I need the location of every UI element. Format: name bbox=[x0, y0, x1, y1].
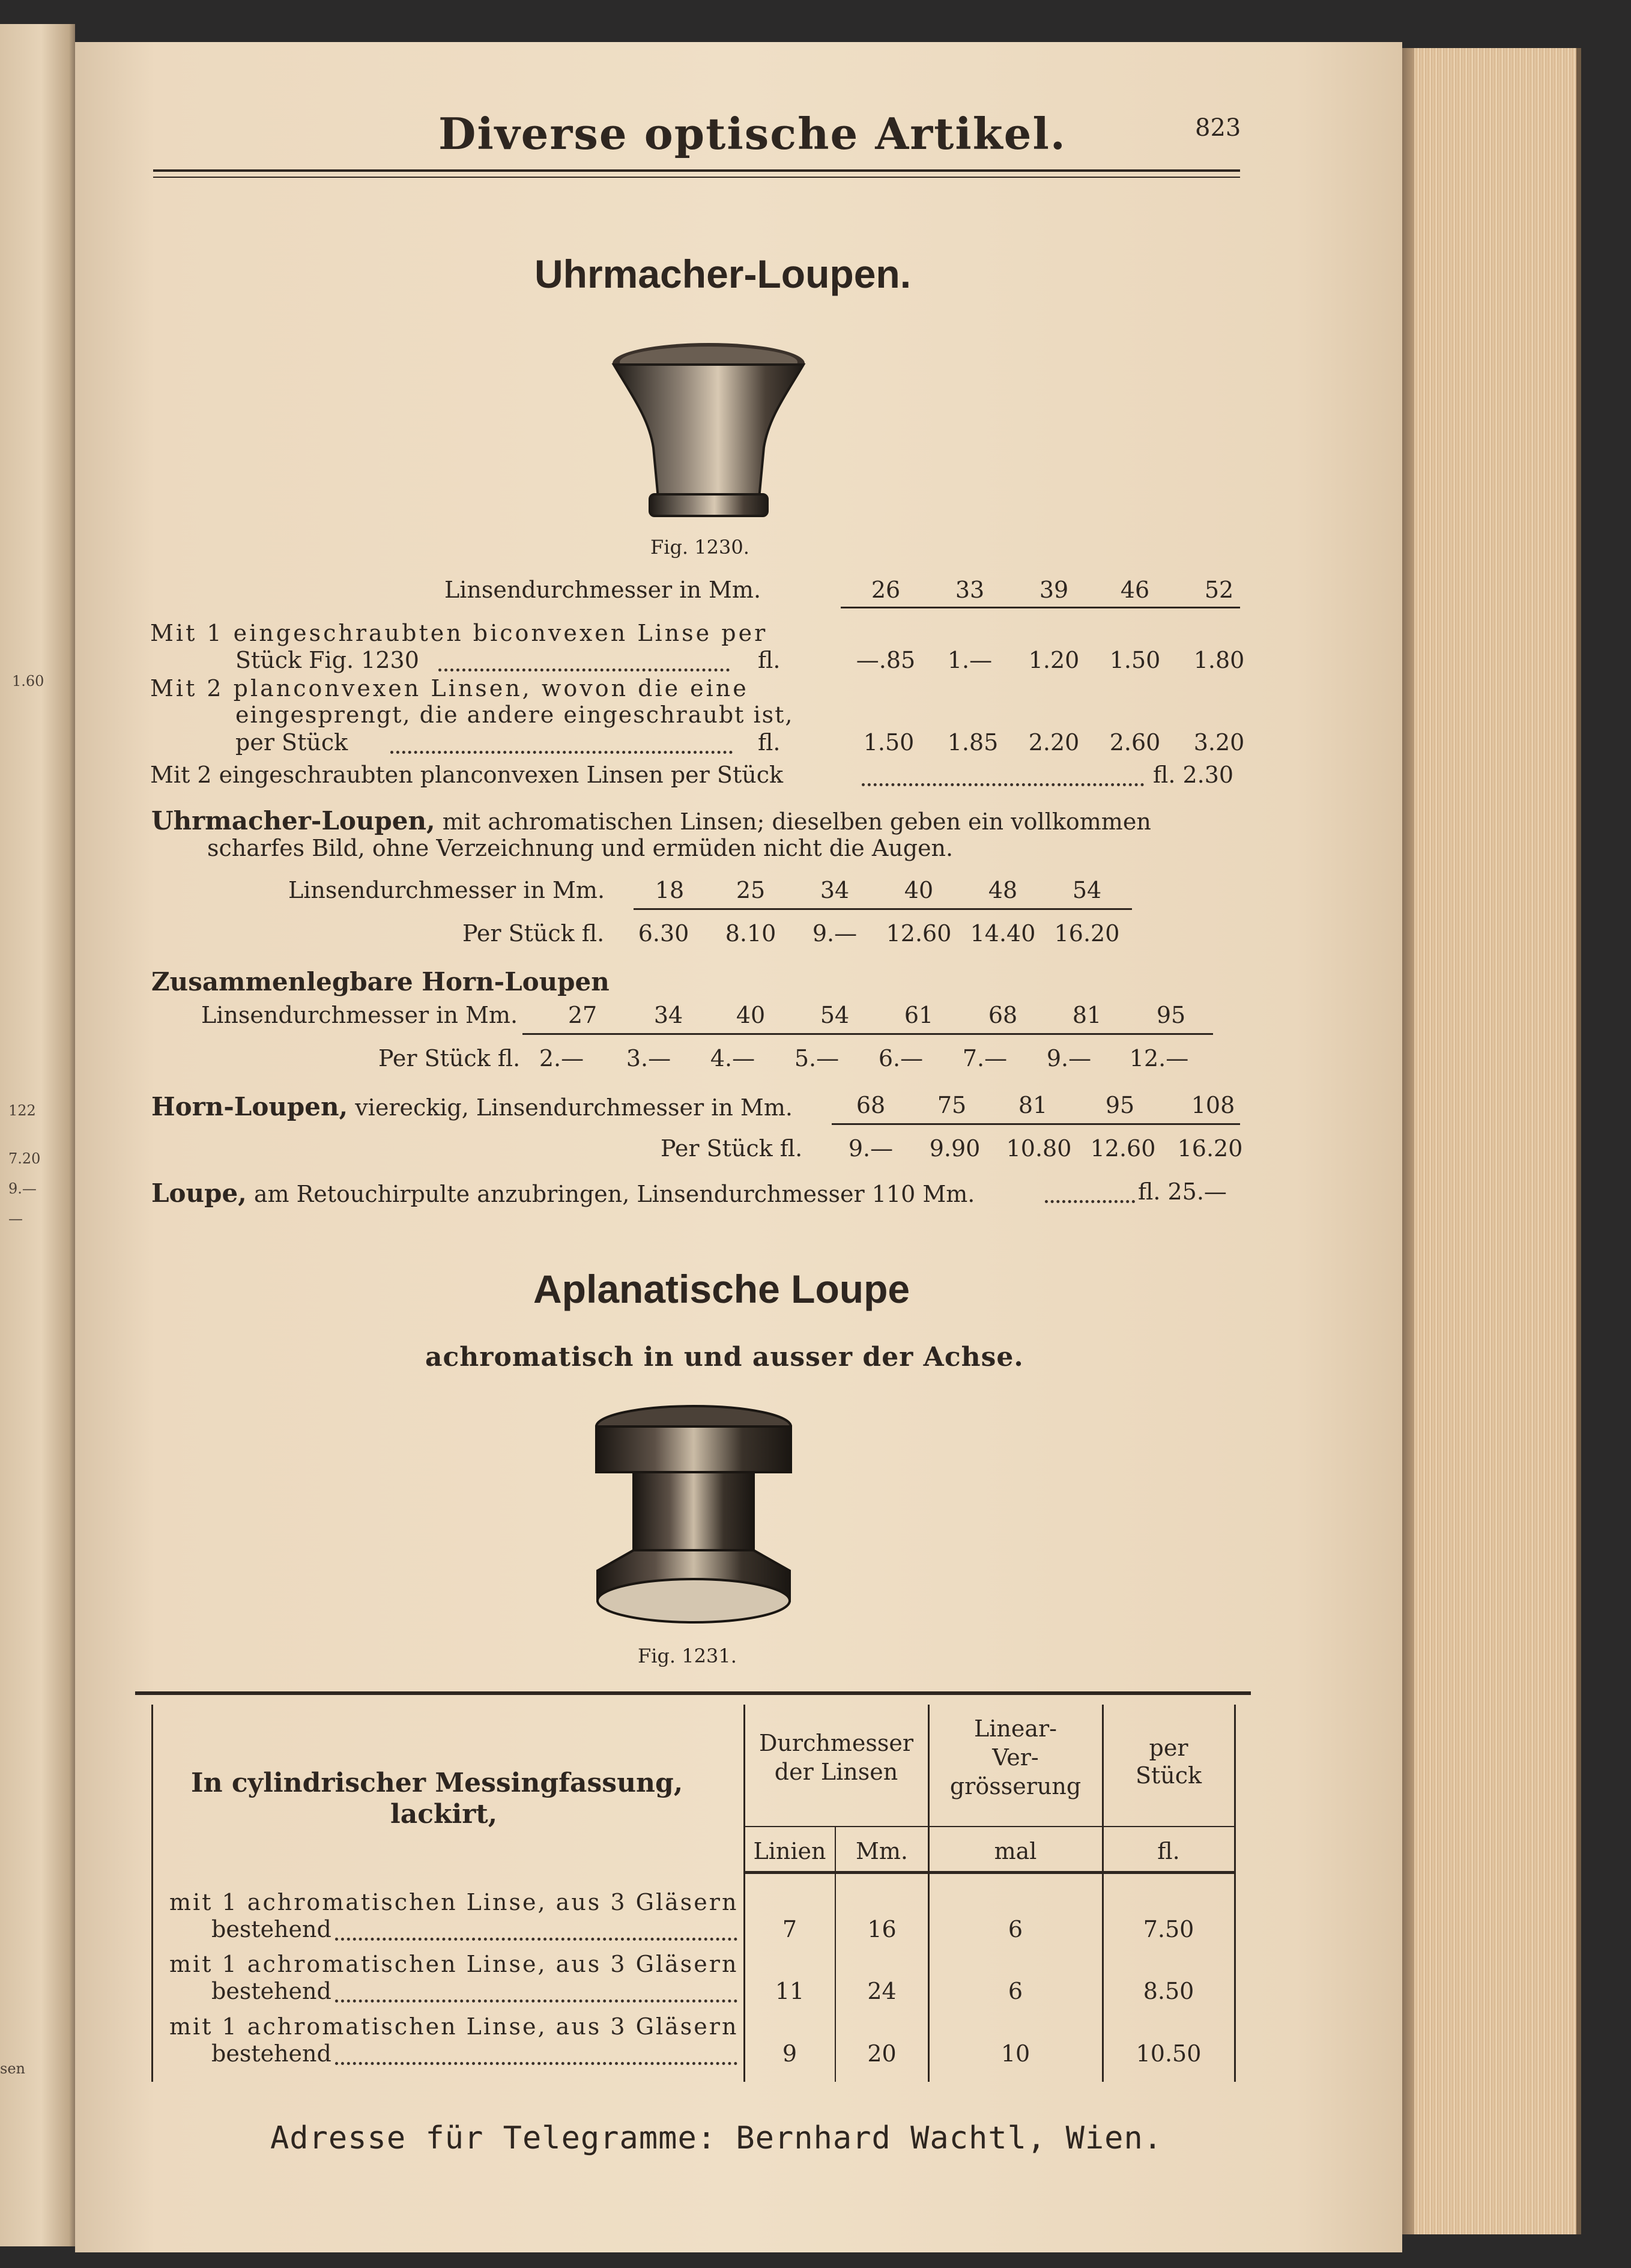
table-cell: 11 bbox=[775, 1978, 805, 2004]
row-text: Mit 2 eingeschraubten planconvexen Linsen per Stück bbox=[150, 762, 783, 788]
table-cell: 10 bbox=[1000, 2040, 1030, 2067]
diameter-value: 34 bbox=[653, 1002, 683, 1028]
column-header: Ver- bbox=[992, 1744, 1039, 1771]
table-rule bbox=[745, 1826, 1235, 1827]
table-rule bbox=[832, 1123, 1240, 1125]
column-header: Linear- bbox=[973, 1715, 1057, 1742]
leader-dots bbox=[862, 783, 1144, 786]
product-paragraph bbox=[151, 1092, 793, 1121]
section-title: Uhrmacher-Loupen. bbox=[534, 252, 912, 296]
price: 9.— bbox=[848, 1135, 894, 1162]
price: 1.80 bbox=[1193, 647, 1245, 673]
table-rule bbox=[745, 1871, 1235, 1874]
table-border bbox=[1234, 1705, 1236, 2082]
price: 2.20 bbox=[1028, 729, 1080, 756]
price: 3.— bbox=[626, 1045, 671, 1072]
page-edges bbox=[1390, 48, 1581, 2234]
price: 2.— bbox=[539, 1045, 584, 1072]
product-description: viereckig, Linsendurchmesser in Mm. bbox=[348, 1094, 793, 1121]
table-cell: 20 bbox=[867, 2040, 897, 2067]
price: 7.— bbox=[962, 1045, 1008, 1072]
price: 10.80 bbox=[1006, 1135, 1072, 1162]
price: 9.90 bbox=[929, 1135, 981, 1162]
diameter-label: Linsendurchmesser in Mm. bbox=[288, 877, 605, 903]
diameter-value: 54 bbox=[1072, 877, 1102, 903]
price: 1.85 bbox=[947, 729, 999, 756]
leader-dots bbox=[335, 2000, 737, 2003]
table-border bbox=[151, 1705, 153, 2082]
price: 12.60 bbox=[1090, 1135, 1156, 1162]
table-rule bbox=[522, 1033, 1213, 1035]
column-header: Stück bbox=[1135, 1762, 1202, 1789]
price: 1.50 bbox=[1109, 647, 1161, 673]
unit: fl. bbox=[758, 729, 781, 756]
diameter-value: 61 bbox=[904, 1002, 934, 1028]
figure-caption: Fig. 1231. bbox=[638, 1645, 737, 1667]
price-label: Per Stück fl. bbox=[462, 920, 605, 947]
diameter-value: 25 bbox=[736, 877, 766, 903]
row-text: per Stück bbox=[235, 729, 348, 756]
table-row-text: bestehend bbox=[211, 1916, 331, 1942]
table-cell: 24 bbox=[867, 1978, 897, 2004]
price-label: Per Stück fl. bbox=[661, 1135, 803, 1162]
diameter-value: 39 bbox=[1039, 577, 1069, 603]
diameter-value: 95 bbox=[1105, 1092, 1135, 1118]
diameter-value: 46 bbox=[1120, 577, 1150, 603]
section-subtitle: achromatisch in und ausser der Achse. bbox=[425, 1342, 1024, 1372]
product-paragraph bbox=[151, 1178, 975, 1208]
table-cell: 9 bbox=[782, 2040, 797, 2067]
loupe-figure-1230 bbox=[607, 339, 811, 532]
diameter-value: 81 bbox=[1072, 1002, 1102, 1028]
diameter-value: 40 bbox=[736, 1002, 766, 1028]
left-page-edge bbox=[0, 24, 75, 2246]
table-rule bbox=[634, 908, 1132, 910]
row-text: Stück Fig. 1230 bbox=[235, 647, 419, 673]
row-text: Mit 1 eingeschraubten biconvexen Linse per bbox=[150, 620, 768, 646]
diameter-label: Linsendurchmesser in Mm. bbox=[201, 1002, 518, 1028]
price: 6.30 bbox=[638, 920, 689, 947]
diameter-value: 48 bbox=[988, 877, 1018, 903]
diameter-value: 26 bbox=[871, 577, 901, 603]
product-description: am Retouchirpulte anzubringen, Linsendurchmesser 110 Mm. bbox=[246, 1181, 975, 1207]
table-cell: 16 bbox=[867, 1916, 897, 1942]
price: 1.— bbox=[947, 647, 993, 673]
price: 14.40 bbox=[970, 920, 1036, 947]
page-title: Diverse optische Artikel. bbox=[438, 108, 1067, 159]
table-border bbox=[1102, 1705, 1104, 2082]
table-cell: 8.50 bbox=[1143, 1978, 1194, 2004]
leader-dots bbox=[1045, 1200, 1135, 1203]
leader-dots bbox=[390, 751, 733, 754]
diameter-value: 68 bbox=[856, 1092, 886, 1118]
diameter-value: 68 bbox=[988, 1002, 1018, 1028]
table-row-header: In cylindrischer Messingfassung, bbox=[191, 1768, 683, 1798]
leader-dots bbox=[335, 1938, 737, 1941]
table-top-rule bbox=[135, 1691, 1251, 1695]
header-rule bbox=[153, 177, 1240, 178]
price: 12.— bbox=[1129, 1045, 1189, 1072]
unit-header: mal bbox=[994, 1838, 1037, 1864]
product-description: scharfes Bild, ohne Verzeichnung und ermüden nicht die Augen. bbox=[207, 835, 954, 861]
price: fl. 2.30 bbox=[1153, 762, 1234, 788]
table-cell: 7 bbox=[782, 1916, 797, 1942]
leader-dots bbox=[438, 669, 730, 672]
diameter-value: 81 bbox=[1018, 1092, 1048, 1118]
price: —.85 bbox=[856, 647, 916, 673]
product-name: Zusammenlegbare Horn-Loupen bbox=[151, 967, 610, 996]
diameter-value: 108 bbox=[1191, 1092, 1235, 1118]
column-header: der Linsen bbox=[774, 1759, 898, 1785]
diameter-value: 40 bbox=[904, 877, 934, 903]
price: 3.20 bbox=[1193, 729, 1245, 756]
row-text: Mit 2 planconvexen Linsen, wovon die eine bbox=[150, 675, 749, 702]
product-name: Horn-Loupen, bbox=[151, 1092, 348, 1121]
diameter-value: 33 bbox=[955, 577, 985, 603]
row-text: eingesprengt, die andere eingeschraubt ist, bbox=[235, 702, 794, 728]
table-cell: 6 bbox=[1008, 1978, 1023, 2004]
price: 16.20 bbox=[1177, 1135, 1243, 1162]
diameter-value: 18 bbox=[655, 877, 685, 903]
diameter-value: 54 bbox=[820, 1002, 850, 1028]
table-row-text: bestehend bbox=[211, 1978, 331, 2004]
left-page-fragment: 1.60 bbox=[12, 673, 44, 690]
diameter-value: 27 bbox=[567, 1002, 598, 1028]
table-cell: 7.50 bbox=[1143, 1916, 1194, 1942]
diameter-value: 95 bbox=[1156, 1002, 1186, 1028]
product-name: Uhrmacher-Loupen, bbox=[151, 806, 435, 835]
table-row-text: bestehend bbox=[211, 2040, 331, 2067]
left-page-fragment: 9.— bbox=[8, 1180, 37, 1197]
unit-header: Linien bbox=[753, 1838, 826, 1864]
price: 9.— bbox=[812, 920, 858, 947]
page-number: 823 bbox=[1195, 114, 1241, 142]
price: 8.10 bbox=[725, 920, 776, 947]
price: 6.— bbox=[878, 1045, 924, 1072]
figure-caption: Fig. 1230. bbox=[650, 536, 749, 559]
product-paragraph bbox=[151, 806, 1151, 835]
footer-telegram-address: Adresse für Telegramme: Bernhard Wachtl, Wien. bbox=[270, 2120, 1163, 2156]
header-rule bbox=[153, 169, 1240, 172]
diameter-value: 75 bbox=[937, 1092, 967, 1118]
price: 5.— bbox=[794, 1045, 840, 1072]
table-header-label: Linsendurchmesser in Mm. bbox=[444, 577, 761, 603]
left-page-fragment: — bbox=[8, 1210, 23, 1227]
left-page-fragment: sen bbox=[0, 2060, 25, 2077]
diameter-value: 34 bbox=[820, 877, 850, 903]
unit-header: fl. bbox=[1157, 1838, 1180, 1864]
diameter-value: 52 bbox=[1204, 577, 1234, 603]
table-cell: 6 bbox=[1008, 1916, 1023, 1942]
product-name: Loupe, bbox=[151, 1178, 247, 1208]
table-row-text: mit 1 achromatischen Linse, aus 3 Gläsern bbox=[169, 2013, 739, 2040]
price: 1.20 bbox=[1028, 647, 1080, 673]
price: 4.— bbox=[710, 1045, 755, 1072]
table-row-text: mit 1 achromatischen Linse, aus 3 Gläsern bbox=[169, 1889, 739, 1915]
left-page-fragment: 7.20 bbox=[8, 1150, 41, 1167]
column-header: per bbox=[1149, 1735, 1188, 1761]
unit-header: Mm. bbox=[855, 1838, 909, 1864]
price: 9.— bbox=[1046, 1045, 1092, 1072]
loupe-figure-1231 bbox=[592, 1402, 796, 1631]
left-page-fragment: 122 bbox=[8, 1102, 36, 1119]
column-header: grösserung bbox=[949, 1773, 1082, 1800]
price: fl. 25.— bbox=[1138, 1178, 1227, 1205]
price: 12.60 bbox=[886, 920, 952, 947]
table-row-header: lackirt, bbox=[390, 1799, 498, 1830]
price-label: Per Stück fl. bbox=[378, 1045, 521, 1072]
table-rule bbox=[841, 607, 1240, 608]
price: 2.60 bbox=[1109, 729, 1161, 756]
leader-dots bbox=[335, 2062, 737, 2065]
unit: fl. bbox=[758, 647, 781, 673]
table-cell: 10.50 bbox=[1136, 2040, 1202, 2067]
section-title: Aplanatische Loupe bbox=[533, 1267, 910, 1311]
price: 16.20 bbox=[1054, 920, 1120, 947]
price: 1.50 bbox=[863, 729, 915, 756]
column-header: Durchmesser bbox=[758, 1730, 914, 1756]
product-description: mit achromatischen Linsen; dieselben geben ein vollkommen bbox=[435, 808, 1151, 835]
table-row-text: mit 1 achromatischen Linse, aus 3 Gläsern bbox=[169, 1951, 739, 1977]
